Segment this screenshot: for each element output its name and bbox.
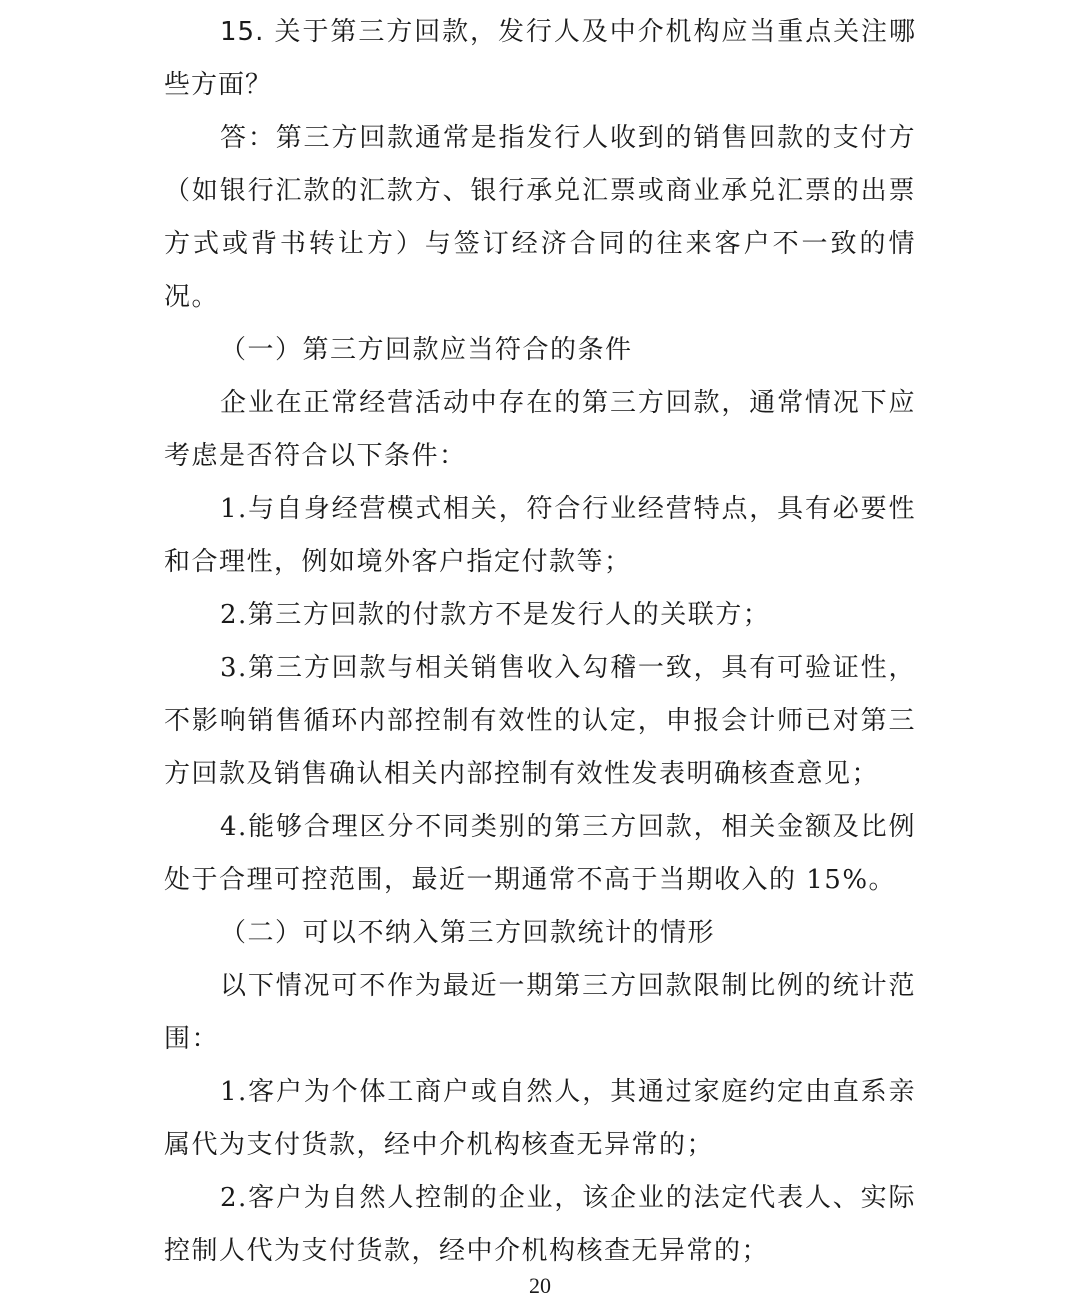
section-heading-conditions: （一）第三方回款应当符合的条件 xyxy=(220,335,633,365)
answer-paragraph: 答：第三方回款通常是指发行人收到的销售回款的支付方（如银行汇款的汇款方、银行承兑汇票或商业承兑汇票的出票方式或背书转让方）与签订经济合同的往来客户不一致的情况。 xyxy=(164,123,916,312)
condition-item-4: 4.能够合理区分不同类别的第三方回款，相关金额及比例处于合理可控范围，最近一期通常不高于当期收入的 15%。 xyxy=(164,812,916,895)
condition-item-2: 2.第三方回款的付款方不是发行人的关联方； xyxy=(220,600,771,630)
page-body xyxy=(164,6,916,1278)
question-title: 15. 关于第三方回款，发行人及中介机构应当重点关注哪些方面？ xyxy=(164,17,916,100)
condition-item-3: 3.第三方回款与相关销售收入勾稽一致，具有可验证性，不影响销售循环内部控制有效性的认定，申报会计师已对第三方回款及销售确认相关内部控制有效性发表明确核查意见； xyxy=(164,653,916,789)
exclusion-item-2: 2.客户为自然人控制的企业，该企业的法定代表人、实际控制人代为支付货款，经中介机构核查无异常的； xyxy=(164,1183,916,1266)
conditions-intro-paragraph: 企业在正常经营活动中存在的第三方回款，通常情况下应考虑是否符合以下条件： xyxy=(164,388,916,471)
section-heading-exclusions: （二）可以不纳入第三方回款统计的情形 xyxy=(220,918,716,948)
condition-item-1: 1.与自身经营模式相关，符合行业经营特点，具有必要性和合理性，例如境外客户指定付款等； xyxy=(164,494,916,577)
exclusion-item-1: 1.客户为个体工商户或自然人，其通过家庭约定由直系亲属代为支付货款，经中介机构核查无异常的； xyxy=(164,1077,916,1160)
page-number: 20 xyxy=(529,1273,551,1298)
exclusions-intro-paragraph: 以下情况可不作为最近一期第三方回款限制比例的统计范围： xyxy=(164,971,916,1054)
